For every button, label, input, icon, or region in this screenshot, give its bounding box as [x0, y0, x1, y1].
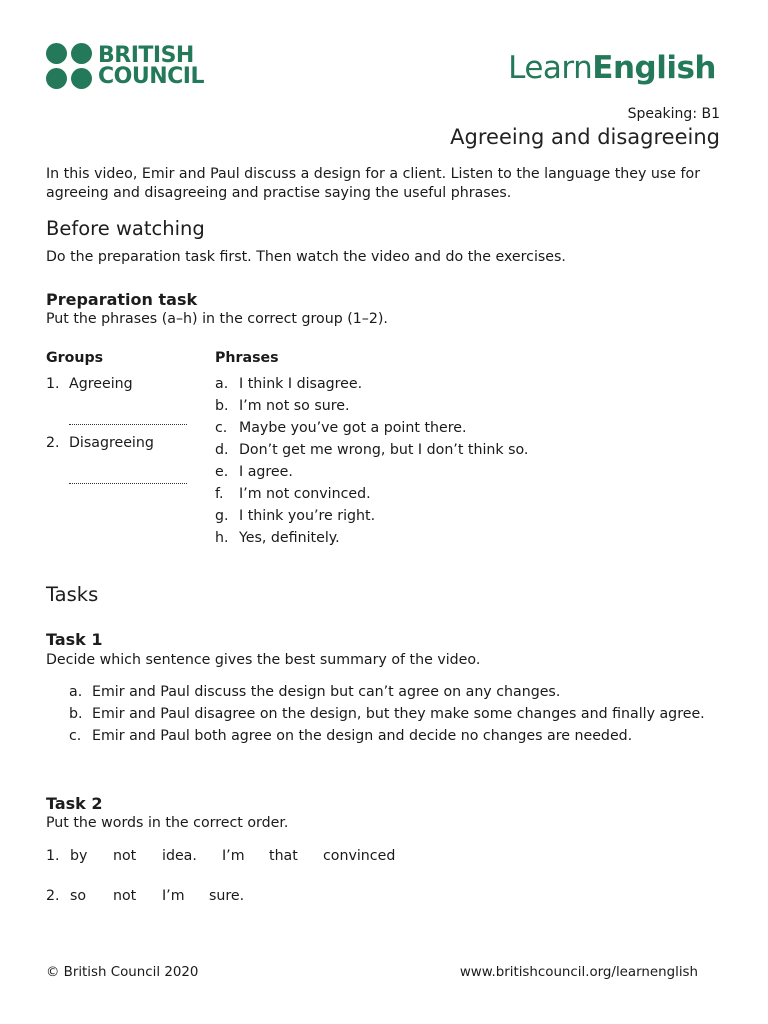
scrambled-word: I’m — [222, 848, 245, 864]
phrase-item — [215, 442, 528, 458]
answer-line[interactable] — [69, 483, 187, 484]
preparation-task-instruction: Put the phrases (a–h) in the correct group (1–2). — [46, 311, 388, 327]
logo-line-2: COUNCIL — [98, 64, 204, 89]
group-label: Agreeing — [69, 376, 133, 392]
task2-instruction: Put the words in the correct order. — [46, 815, 289, 831]
option-text: Emir and Paul discuss the design but can’t agree on any changes. — [92, 684, 561, 700]
scrambled-word: idea. — [162, 848, 197, 864]
scrambled-word: convinced — [323, 848, 396, 864]
phrase-letter: e. — [215, 464, 229, 480]
scrambled-word: so — [70, 888, 87, 904]
phrase-text: Don’t get me wrong, but I don’t think so. — [239, 442, 529, 458]
phrase-item — [215, 530, 340, 546]
phrase-item — [215, 398, 350, 414]
task2-item — [46, 848, 70, 864]
phrase-letter: c. — [215, 420, 228, 436]
logo-english: English — [592, 50, 716, 86]
task2-item — [46, 888, 70, 904]
logo-wordmark — [98, 45, 204, 87]
option-text: Emir and Paul both agree on the design and decide no changes are needed. — [92, 728, 633, 744]
page-title: Agreeing and disagreeing — [450, 125, 720, 149]
group-item — [46, 435, 154, 451]
scrambled-word: that — [269, 848, 298, 864]
phrase-letter: d. — [215, 442, 229, 458]
scrambled-word: not — [113, 888, 137, 904]
task1-option — [69, 728, 632, 744]
phrase-text: I think I disagree. — [239, 376, 363, 392]
scrambled-word: not — [113, 848, 137, 864]
scrambled-word: sure. — [209, 888, 245, 904]
group-label: Disagreeing — [69, 435, 154, 451]
intro-paragraph: In this video, Emir and Paul discuss a design for a client. Listen to the language they use for agreeing and disagreeing and practise saying the useful phrases. — [46, 166, 701, 201]
task1-heading: Task 1 — [46, 630, 103, 649]
option-letter: b. — [69, 706, 83, 722]
phrase-letter: h. — [215, 530, 229, 546]
phrase-text: I’m not convinced. — [239, 486, 371, 502]
tasks-heading: Tasks — [46, 583, 99, 606]
british-council-logo — [46, 43, 204, 89]
learnenglish-logo — [508, 50, 716, 86]
preparation-task-heading: Preparation task — [46, 290, 198, 309]
phrase-item — [215, 486, 371, 502]
logo-dots-icon — [46, 43, 92, 89]
phrases-header: Phrases — [215, 350, 279, 366]
phrase-text: Yes, definitely. — [239, 530, 340, 546]
before-watching-heading: Before watching — [46, 217, 205, 240]
answer-line[interactable] — [69, 424, 187, 425]
item-number: 2. — [46, 888, 60, 904]
option-letter: a. — [69, 684, 83, 700]
phrase-item — [215, 376, 362, 392]
option-text: Emir and Paul disagree on the design, but they make some changes and finally agree. — [92, 706, 705, 722]
scrambled-word: I’m — [162, 888, 185, 904]
phrase-letter: a. — [215, 376, 229, 392]
phrase-item — [215, 420, 467, 436]
logo-line-1: BRITISH — [98, 43, 194, 68]
phrase-letter: g. — [215, 508, 229, 524]
group-number: 2. — [46, 435, 60, 451]
task1-option — [69, 684, 560, 700]
logo-learn: Learn — [508, 50, 593, 86]
phrase-text: Maybe you’ve got a point there. — [239, 420, 467, 436]
item-number: 1. — [46, 848, 60, 864]
task2-heading: Task 2 — [46, 794, 103, 813]
phrase-item — [215, 508, 375, 524]
footer-copyright: © British Council 2020 — [46, 965, 199, 980]
scrambled-word: by — [70, 848, 88, 864]
option-letter: c. — [69, 728, 82, 744]
phrase-letter: b. — [215, 398, 229, 414]
footer-url-link[interactable]: www.britishcouncil.org/learnenglish — [459, 965, 698, 980]
groups-header: Groups — [46, 350, 104, 366]
level-label: Speaking: B1 — [627, 106, 720, 122]
phrase-text: I’m not so sure. — [239, 398, 350, 414]
before-watching-text: Do the preparation task first. Then watch the video and do the exercises. — [46, 249, 566, 265]
phrase-letter: f. — [215, 486, 224, 502]
task1-option — [69, 706, 705, 722]
task1-instruction: Decide which sentence gives the best summary of the video. — [46, 652, 481, 668]
phrase-text: I agree. — [239, 464, 293, 480]
group-number: 1. — [46, 376, 60, 392]
group-item — [46, 376, 133, 392]
phrase-text: I think you’re right. — [239, 508, 376, 524]
phrase-item — [215, 464, 293, 480]
